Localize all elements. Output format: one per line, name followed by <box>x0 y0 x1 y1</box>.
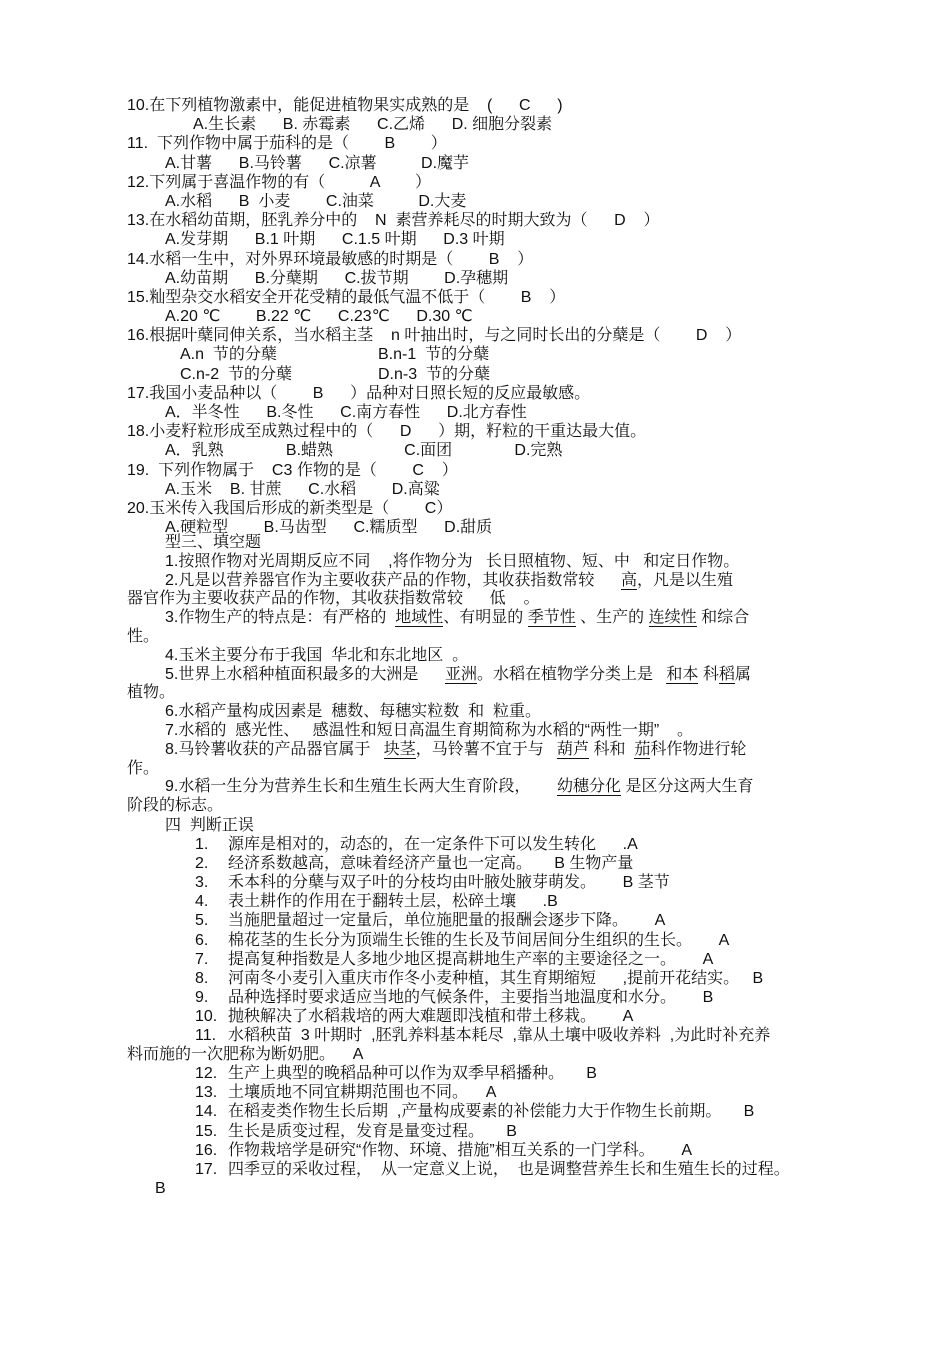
question-12-options: A.水稻 B 小麦 C.油菜 D.大麦 <box>165 192 467 210</box>
judge-item <box>0 854 950 873</box>
fill-question-8-cont: 作。 <box>127 759 160 777</box>
question-18-options: A．乳熟 B.蜡熟 C.面团 D.完熟 <box>165 442 563 460</box>
judge-item <box>0 1141 950 1160</box>
multiple-choice-section <box>0 96 950 537</box>
item-number: 14. <box>195 1103 218 1121</box>
item-text: 生长是质变过程，发育是量变过程。 B <box>228 1122 517 1140</box>
judge-item <box>0 988 950 1007</box>
option-c: C.n-2 节的分蘖 <box>180 365 293 383</box>
option-a: A.n 节的分蘖 <box>180 346 277 364</box>
question-17-options: A．半冬性 B.冬性 C.南方春性 D.北方春性 <box>165 404 527 421</box>
judge-item <box>0 1122 950 1141</box>
item-number: 13. <box>195 1084 218 1102</box>
item-text: 禾本科的分蘖与双子叶的分枝均由叶腋处腋芽萌发。 B 茎节 <box>228 874 670 892</box>
text: 科和 <box>589 740 635 758</box>
item-text: 抛秧解决了水稻栽培的两大难题即浅植和带土移栽。 A <box>228 1007 634 1025</box>
item-number: 3. <box>195 874 209 892</box>
judge-item <box>0 1160 950 1179</box>
judge-item-cont <box>0 1045 950 1064</box>
item-text: 土壤质地不同宜耕期范围也不同。 A <box>228 1084 497 1102</box>
question-10: 10.在下列植物激素中，能促进植物果实成熟的是 ( C ) <box>127 97 563 114</box>
item-number: 8. <box>195 969 209 987</box>
question-19-options: A.玉米 B. 甘蔗 C.水稻 D.高粱 <box>165 480 440 498</box>
item-text: 河南冬小麦引入重庆市作冬小麦种植，其生育期缩短 ,提前开花结实。 B <box>228 969 764 987</box>
judge-item <box>0 892 950 911</box>
question-14-options: A.幼苗期 B.分蘖期 C.拔节期 D.孕穗期 <box>165 269 509 287</box>
item-number: 1. <box>195 836 209 854</box>
item-text: 棉花茎的生长分为顶端生长锥的生长及节间居间分生组织的生长。 A <box>228 931 730 949</box>
answer: 块茎 <box>383 740 416 758</box>
question-15-options: A.20 ℃ B.22 ℃ C.23℃ D.30 ℃ <box>165 308 473 326</box>
judge-item <box>0 1102 950 1121</box>
fill-question-3-cont: 性。 <box>127 627 160 645</box>
answer: 亚洲 <box>445 665 478 683</box>
question-13: 13.在水稻幼苗期，胚乳养分中的 N 素营养耗尽的时期大致为（ D ） <box>127 212 660 230</box>
fill-question-8 <box>0 741 950 760</box>
answer: 高 <box>621 571 638 589</box>
text: 和综合 <box>696 609 750 627</box>
fill-question-9 <box>0 778 950 797</box>
text: 8.马铃薯收获的产品器官属于 <box>165 740 384 758</box>
fill-question-6: 6.水稻产量构成因素是 穗数、每穗实粒数 和 粒重。 <box>165 703 542 721</box>
text: 2.凡是以营养器官作为主要收获产品的作物，其收获指数常较 <box>165 571 622 589</box>
section-heading: 四 判断正误 <box>165 817 254 834</box>
fill-question-3 <box>0 609 950 628</box>
text: 9.水稻一生分为营养生长和生殖生长两大生育阶段， <box>165 778 558 796</box>
fill-question-5 <box>0 666 950 685</box>
fill-question-7: 7.水稻的 感光性、 感温性和短日高温生育期简称为水稻的“两性一期” 。 <box>165 721 694 739</box>
question-16-options-cd <box>0 365 950 384</box>
item-text: B <box>155 1179 166 1197</box>
answer: 幼穗分化 <box>557 778 622 796</box>
text: 5.世界上水稻种植面积最多的大洲是 <box>165 665 446 683</box>
item-number: 17. <box>195 1160 218 1178</box>
item-text: 料而施的一次肥称为断奶肥。 A <box>127 1046 364 1064</box>
question-20-options: A.硬粒型 B.马齿型 C.糯质型 D.甜质 <box>165 519 493 537</box>
section-heading: 型三、填空题 <box>165 534 262 551</box>
item-number: 11. <box>195 1027 217 1045</box>
item-text: 源库是相对的，动态的，在一定条件下可以发生转化 .A <box>228 836 638 854</box>
answer: 茄 <box>634 740 651 758</box>
answer: 稻 <box>718 665 735 683</box>
true-false-section <box>0 816 950 1198</box>
item-number: 4. <box>195 893 209 911</box>
question-19: 19. 下列作物属于 C3 作物的是（ C ） <box>127 461 458 479</box>
text: 科作物进行轮 <box>650 740 747 758</box>
answer: 季节性 <box>527 609 576 627</box>
question-20: 20.玉米传入我国后形成的新类型是（ C） <box>127 499 453 517</box>
judge-item <box>0 835 950 854</box>
item-number: 12. <box>195 1065 218 1083</box>
question-18: 18.小麦籽粒形成至成熟过程中的（ D ）期，籽粒的干重达最大值。 <box>127 423 647 441</box>
question-16-options-ab <box>0 345 950 364</box>
judge-item <box>0 1064 950 1083</box>
item-number: 6. <box>195 931 209 949</box>
item-number: 16. <box>195 1141 218 1159</box>
fill-question-5-cont: 植物。 <box>127 684 176 702</box>
item-number: 15. <box>195 1122 218 1140</box>
fill-question-2-cont: 器官作为主要收获产品的作物，其收获指数常较 低 。 <box>127 590 540 608</box>
judge-item <box>0 911 950 930</box>
question-16: 16.根据叶蘖同伸关系，当水稻主茎 n 叶抽出时，与之同时长出的分蘖是（ D ） <box>127 327 742 345</box>
question-10-options: A.生长素 B. 赤霉素 C.乙烯 D. 细胞分裂素 <box>193 116 553 134</box>
question-15: 15.籼型杂交水稻安全开花受精的最低气温不低于（ B ） <box>127 288 566 306</box>
text: 属 <box>734 665 751 683</box>
item-text: 表土耕作的作用在于翻转土层，松碎土壤 .B <box>228 893 558 911</box>
answer: 地域性 <box>395 609 444 627</box>
question-13-options: A.发芽期 B.1 叶期 C.1.5 叶期 D.3 叶期 <box>165 231 505 249</box>
option-b: B.n-1 节的分蘖 <box>378 346 490 364</box>
text: 、有明显的 <box>443 609 528 627</box>
fill-question-2 <box>0 572 950 591</box>
item-text: 经济系数越高，意味着经济产量也一定高。 B 生物产量 <box>228 855 634 873</box>
item-number: 9. <box>195 988 209 1006</box>
judge-item <box>0 1026 950 1045</box>
item-text: 在稻麦类作物生长后期 ,产量构成要素的补偿能力大于作物生长前期。 B <box>228 1103 755 1121</box>
item-text: 作物栽培学是研究“作物、环境、措施”相互关系的一门学科。 A <box>228 1141 693 1159</box>
fill-in-section <box>0 534 950 816</box>
judge-item <box>0 873 950 892</box>
text: 科 <box>698 665 719 683</box>
item-text: 水稻秧苗 3 叶期时 ,胚乳养料基本耗尽 ,靠从土壤中吸收养料 ,为此时补充养 <box>228 1027 771 1045</box>
judge-item <box>0 969 950 988</box>
text: ，马铃薯不宜于与 <box>415 740 558 758</box>
item-number: 10. <box>195 1007 218 1025</box>
judge-item <box>0 931 950 950</box>
item-number: 5. <box>195 912 209 930</box>
fill-question-9-cont: 阶段的标志。 <box>127 797 224 815</box>
text: ，凡是以生殖 <box>637 571 734 589</box>
item-number: 7. <box>195 950 209 968</box>
fill-question-1: 1.按照作物对光周期反应不同 ,将作物分为 长日照植物、短、中 和定日作物。 <box>165 552 740 570</box>
item-text: 生产上典型的晚稻品种可以作为双季早稻播种。 B <box>228 1065 597 1083</box>
option-d: D.n-3 节的分蘖 <box>378 365 491 383</box>
judge-item-cont <box>0 1179 950 1198</box>
question-11: 11. 下列作物中属于茄科的是（ B ） <box>127 135 447 153</box>
text: 是区分这两大生育 <box>621 778 754 796</box>
question-11-options: A.甘薯 B.马铃薯 C.凉薯 D.魔芋 <box>165 154 470 172</box>
text: 、生产的 <box>575 609 649 627</box>
question-12: 12.下列属于喜温作物的有（ A ） <box>127 173 432 191</box>
judge-item <box>0 1007 950 1026</box>
item-text: 品种选择时要求适应当地的气候条件，主要指当地温度和水分。 B <box>228 988 714 1006</box>
answer: 葫芦 <box>557 740 590 758</box>
question-14: 14.水稻一生中，对外界环境最敏感的时期是（ B ） <box>127 250 534 268</box>
question-17: 17.我国小麦品种以（ B ）品种对日照长短的反应最敏感。 <box>127 384 591 402</box>
judge-item <box>0 1083 950 1102</box>
text: 。水稻在植物学分类上是 <box>477 665 667 683</box>
item-number: 2. <box>195 855 209 873</box>
answer: 和本 <box>666 665 699 683</box>
answer: 连续性 <box>648 609 697 627</box>
item-text: 四季豆的采收过程， 从一定意义上说， 也是调整营养生长和生殖生长的过程。 <box>228 1160 790 1178</box>
item-text: 提高复种指数是人多地少地区提高耕地生产率的主要途径之一。 A <box>228 950 714 968</box>
fill-question-4: 4.玉米主要分布于我国 华北和东北地区 。 <box>165 646 469 664</box>
text: 3.作物生产的特点是：有严格的 <box>165 609 396 627</box>
item-text: 当施肥量超过一定量后，单位施肥量的报酬会逐步下降。 A <box>228 912 666 930</box>
judge-item <box>0 950 950 969</box>
